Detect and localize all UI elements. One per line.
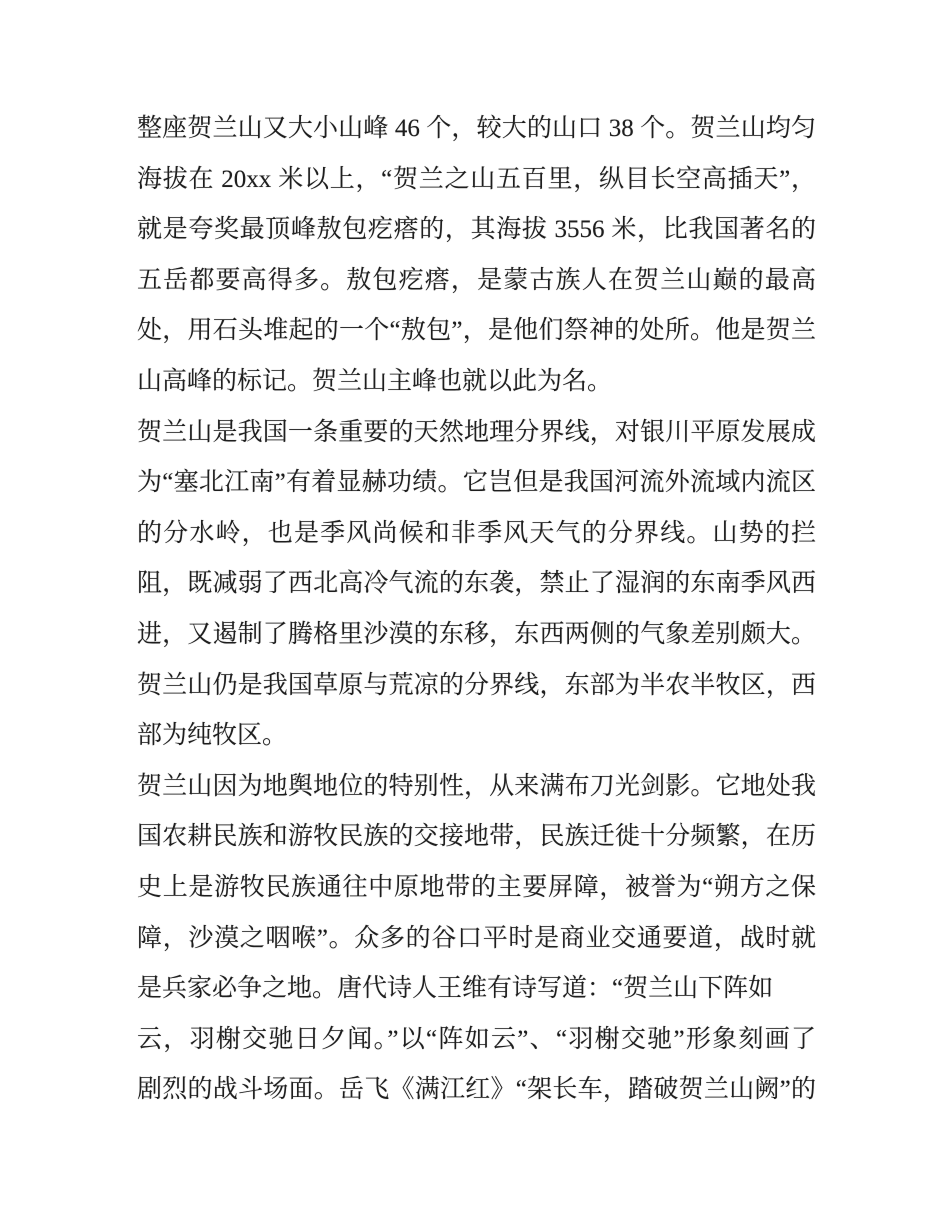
text-line: 五岳都要高得多。敖包疙瘩，是蒙古族人在贺兰山巅的最高 — [137, 266, 816, 294]
text-line: 就是夸奖最顶峰敖包疙瘩的，其海拔 3556 米，比我国著名的 — [137, 216, 816, 244]
paragraph-2 — [137, 408, 816, 762]
text-line: 障，沙漠之咽喉”。众多的谷口平时是商业交通要道，战时就 — [137, 924, 816, 952]
text-line: 贺兰山因为地舆地位的特别性，从来满布刀光剑影。它地处我 — [137, 772, 816, 800]
text-line: 贺兰山仍是我国草原与荒凉的分界线，东部为半农半牧区，西 — [137, 671, 816, 699]
text-line: 山高峰的标记。贺兰山主峰也就以此为名。 — [137, 367, 613, 395]
text-line: 为“塞北江南”有着显赫功绩。它岂但是我国河流外流域内流区 — [137, 469, 816, 497]
text-line: 处，用石头堆起的一个“敖包”，是他们祭神的处所。他是贺兰 — [137, 317, 816, 345]
paragraph-1 — [137, 104, 816, 408]
paragraph-3 — [137, 762, 816, 1116]
text-line: 海拔在 20xx 米以上，“贺兰之山五百里，纵目长空高插天”， — [137, 165, 816, 193]
text-line: 剧烈的战斗场面。岳飞《满江红》“架长车，踏破贺兰山阙”的 — [137, 1076, 816, 1104]
text-line: 部为纯牧区。 — [137, 722, 288, 750]
document-text — [137, 104, 816, 1116]
text-line: 云，羽榭交驰日夕闻。”以“阵如云”、“羽榭交驰”形象刻画了 — [137, 1025, 816, 1053]
text-line: 的分水岭，也是季风尚候和非季风天气的分界线。山势的拦 — [137, 519, 816, 547]
text-line: 史上是游牧民族通往中原地带的主要屏障，被誉为“朔方之保 — [137, 873, 816, 901]
text-line: 国农耕民族和游牧民族的交接地带，民族迁徙十分频繁，在历 — [137, 823, 816, 851]
text-line: 阻，既减弱了西北高冷气流的东袭，禁止了湿润的东南季风西 — [137, 570, 816, 598]
text-line: 是兵家必争之地。唐代诗人王维有诗写道：“贺兰山下阵如 — [137, 975, 774, 1003]
text-line: 整座贺兰山又大小山峰 46 个，较大的山口 38 个。贺兰山均匀 — [137, 115, 816, 142]
text-line: 贺兰山是我国一条重要的天然地理分界线，对银川平原发展成 — [137, 418, 816, 446]
text-line: 进，又遏制了腾格里沙漠的东移，东西两侧的气象差别颇大。 — [137, 620, 816, 648]
